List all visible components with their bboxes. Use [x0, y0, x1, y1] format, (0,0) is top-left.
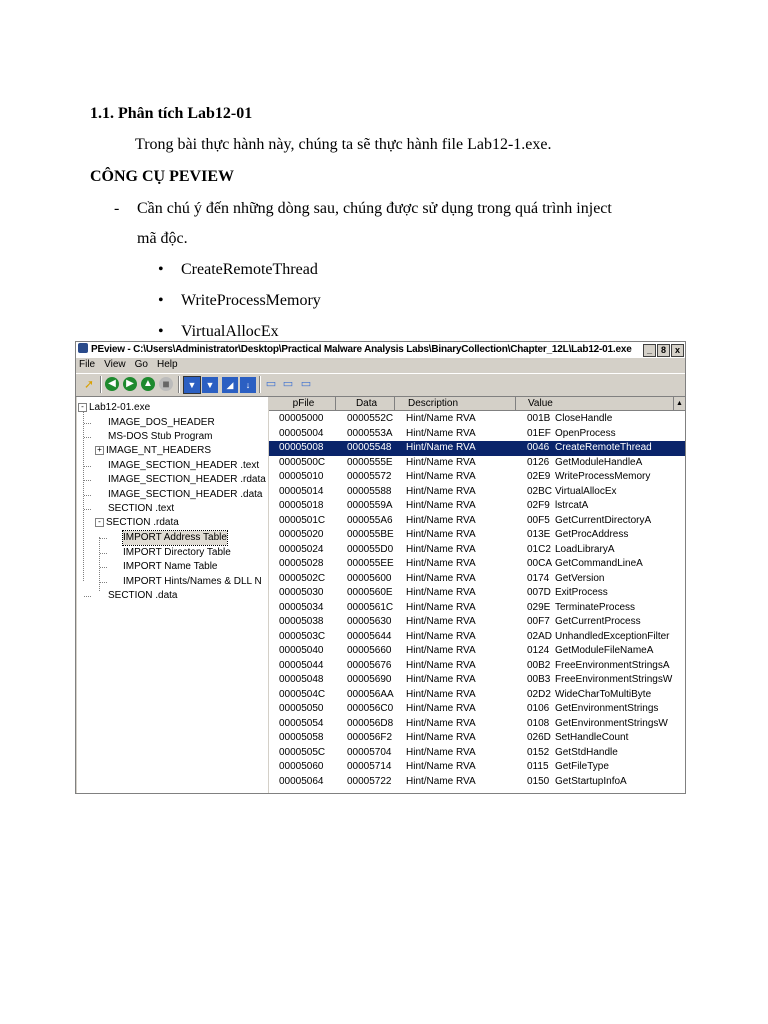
cell-value-hint: 02D2: [527, 688, 551, 700]
cell-value-hint: 02E9: [527, 471, 551, 482]
table-row[interactable]: [269, 702, 685, 717]
table-row[interactable]: [269, 760, 685, 775]
cell-value-name: LoadLibraryA: [555, 543, 615, 555]
cell-data: 000056D8: [347, 717, 394, 729]
cell-value-name: CloseHandle: [555, 413, 613, 424]
cell-value-name: ExitProcess: [555, 587, 608, 598]
table-row[interactable]: [269, 470, 685, 485]
cell-pfile: 00005000: [279, 413, 324, 424]
dash-marker: -: [114, 200, 120, 217]
cell-description: Hint/Name RVA: [406, 688, 476, 700]
tree-line: [100, 582, 107, 583]
table-row[interactable]: [269, 485, 685, 500]
cell-value-name: lstrcatA: [555, 500, 589, 511]
table-row[interactable]: [269, 746, 685, 761]
cell-pfile: 00005040: [279, 645, 324, 656]
tree-item-label: IMAGE_NT_HEADERS: [106, 445, 212, 456]
cell-value-hint: 0174: [527, 572, 550, 584]
cell-data: 0000561C: [347, 601, 394, 613]
restore-button[interactable]: 8: [657, 344, 670, 357]
cell-value-hint: 0108: [527, 717, 550, 729]
tree-item-dos-header[interactable]: IMAGE_DOS_HEADER: [108, 417, 215, 428]
cell-pfile: 00005004: [279, 427, 324, 439]
cell-description: Hint/Name RVA: [406, 674, 476, 685]
tree-item-section-header-rdata[interactable]: IMAGE_SECTION_HEADER .rdata: [108, 474, 266, 485]
cell-value-hint: 026D: [527, 732, 551, 743]
cell-description: Hint/Name RVA: [406, 775, 476, 787]
tree-item-label: Lab12-01.exe: [89, 402, 151, 413]
tree-line: [84, 480, 91, 481]
tree-line: [84, 509, 91, 510]
expand-toggle-icon[interactable]: +: [95, 446, 104, 455]
cell-value-name: FreeEnvironmentStringsA: [555, 659, 670, 671]
cell-description: Hint/Name RVA: [406, 485, 476, 497]
tree-item-section-rdata[interactable]: [95, 516, 179, 530]
view-word-icon[interactable]: ▼: [202, 377, 218, 393]
tree-line: [84, 423, 91, 424]
cell-value-hint: 0152: [527, 746, 550, 758]
cell-pfile: 00005020: [279, 529, 324, 540]
tree-line: [100, 553, 107, 554]
cell-pfile: 00005064: [279, 775, 324, 787]
cell-description: Hint/Name RVA: [406, 427, 476, 439]
tree-item-nt-headers[interactable]: [95, 444, 211, 458]
tree-line: [84, 466, 91, 467]
table-row[interactable]: [269, 572, 685, 587]
cell-value-name: GetCommandLineA: [555, 558, 643, 569]
cell-pfile: 00005030: [279, 587, 324, 598]
cell-value-name: GetCurrentDirectoryA: [555, 514, 652, 526]
cell-data: 00005676: [347, 659, 392, 671]
cell-data: 0000560E: [347, 587, 393, 598]
menu-help[interactable]: Help: [156, 359, 178, 370]
table-row[interactable]: [269, 673, 685, 688]
cell-value-name: VirtualAllocEx: [555, 485, 617, 497]
cell-description: Hint/Name RVA: [406, 514, 476, 526]
cell-pfile: 00005060: [279, 761, 324, 772]
menu-go[interactable]: Go: [134, 359, 148, 370]
cell-data: 00005690: [347, 674, 392, 685]
tree-item-section-data[interactable]: SECTION .data: [108, 590, 178, 601]
cell-description: Hint/Name RVA: [406, 500, 476, 511]
cell-value-hint: 02BC: [527, 485, 553, 497]
cell-data: 00005644: [347, 630, 392, 642]
tree-item-section-header-data[interactable]: IMAGE_SECTION_HEADER .data: [108, 489, 263, 500]
cell-value-hint: 001B: [527, 413, 551, 424]
column-header-pfile[interactable]: pFile: [269, 397, 336, 410]
window-controls: [643, 344, 684, 357]
cell-data: 0000555E: [347, 456, 393, 468]
cell-description: Hint/Name RVA: [406, 732, 476, 743]
cell-data: 00005722: [347, 775, 392, 787]
forward-icon[interactable]: ▶: [123, 377, 137, 391]
cell-value-name: GetCurrentProcess: [555, 616, 641, 627]
cell-description: Hint/Name RVA: [406, 746, 476, 758]
table-row[interactable]: [269, 601, 685, 616]
cell-data: 000055EE: [347, 558, 394, 569]
peview-app-icon: [78, 343, 88, 353]
peview-window: [75, 341, 686, 794]
cell-pfile: 00005008: [279, 442, 324, 453]
cell-description: Hint/Name RVA: [406, 456, 476, 468]
tree-line: [84, 596, 91, 597]
toolbar: [76, 373, 685, 397]
toolbar-separator: [100, 376, 102, 393]
tree-line: [100, 567, 107, 568]
cell-description: Hint/Name RVA: [406, 413, 476, 424]
cell-pfile: 00005034: [279, 601, 324, 613]
cell-pfile: 00005028: [279, 558, 324, 569]
cell-data: 00005704: [347, 746, 392, 758]
cell-description: Hint/Name RVA: [406, 616, 476, 627]
cell-value-hint: 0106: [527, 703, 550, 714]
cell-data: 000055BE: [347, 529, 394, 540]
bullet-dot: •: [158, 323, 164, 340]
cell-pfile: 00005054: [279, 717, 324, 729]
cell-value-hint: 00F7: [527, 616, 550, 627]
bullet-dot: •: [158, 292, 164, 309]
table-row[interactable]: [269, 644, 685, 659]
cell-value-name: OpenProcess: [555, 427, 616, 439]
cell-value-hint: 00B2: [527, 659, 551, 671]
cell-value-name: GetVersion: [555, 572, 605, 584]
cell-value-hint: 0124: [527, 645, 550, 656]
tree-item-import-directory-table[interactable]: IMPORT Directory Table: [123, 547, 231, 558]
cell-value-name: GetEnvironmentStrings: [555, 703, 659, 714]
cell-data: 000056C0: [347, 703, 394, 714]
up-icon[interactable]: ▲: [141, 377, 155, 391]
table-row[interactable]: [269, 412, 685, 427]
view-byte-icon[interactable]: ▼: [184, 377, 200, 393]
cell-pfile: 00005044: [279, 659, 324, 671]
cell-pfile: 0000502C: [279, 572, 326, 584]
cell-data: 000055A6: [347, 514, 393, 526]
tree-item-label: SECTION .rdata: [106, 517, 179, 528]
open-icon[interactable]: ➚: [83, 377, 95, 391]
bullet-text: WriteProcessMemory: [181, 292, 321, 309]
table-row[interactable]: [269, 717, 685, 732]
cell-value-hint: 00F5: [527, 514, 550, 526]
cell-value-hint: 01C2: [527, 543, 551, 555]
tree-root[interactable]: [78, 401, 150, 415]
cell-value-name: FreeEnvironmentStringsW: [555, 674, 673, 685]
table-row[interactable]: [269, 659, 685, 674]
table-row[interactable]: [269, 514, 685, 529]
structure-tree: [77, 397, 268, 794]
cell-value-hint: 0115: [527, 761, 549, 772]
data-table: [269, 397, 685, 794]
table-row[interactable]: [269, 630, 685, 645]
cell-data: 00005588: [347, 485, 392, 497]
cell-description: Hint/Name RVA: [406, 529, 476, 540]
menu-file[interactable]: File: [79, 359, 96, 370]
title-bar[interactable]: [76, 342, 685, 358]
cell-description: Hint/Name RVA: [406, 471, 476, 482]
cell-data: 000055D0: [347, 543, 394, 555]
cell-data: 00005600: [347, 572, 392, 584]
note-line-1: Cần chú ý đến những dòng sau, chúng được sử dụng trong quá trình inject: [137, 200, 612, 217]
tree-item-dos-stub[interactable]: MS-DOS Stub Program: [108, 431, 213, 442]
cell-value-name: TerminateProcess: [555, 601, 636, 613]
cell-description: Hint/Name RVA: [406, 761, 476, 772]
view-dword-icon[interactable]: ◢: [222, 377, 238, 393]
table-row[interactable]: [269, 427, 685, 442]
cell-value-name: GetModuleFileNameA: [555, 645, 654, 656]
cell-description: Hint/Name RVA: [406, 442, 476, 453]
tree-item-section-header-text[interactable]: IMAGE_SECTION_HEADER .text: [108, 460, 260, 471]
cell-data: 00005660: [347, 645, 392, 656]
cell-value-hint: 0046: [527, 442, 550, 453]
cell-value-hint: 02AD: [527, 630, 553, 642]
cell-description: Hint/Name RVA: [406, 572, 476, 584]
bullet-text: VirtualAllocEx: [181, 323, 279, 340]
cell-description: Hint/Name RVA: [406, 543, 476, 555]
cell-value-name: WriteProcessMemory: [555, 471, 651, 482]
table-row[interactable]: [269, 688, 685, 703]
cell-pfile: 0000505C: [279, 746, 326, 758]
table-header: [269, 397, 685, 411]
view-down-icon[interactable]: ↓: [240, 377, 256, 393]
cell-value-hint: 02F9: [527, 500, 550, 511]
table-row[interactable]: [269, 615, 685, 630]
cell-description: Hint/Name RVA: [406, 703, 476, 714]
cell-pfile: 00005014: [279, 485, 324, 497]
cell-value-hint: 0126: [527, 456, 550, 468]
cell-value-name: SetHandleCount: [555, 732, 629, 743]
tree-item-import-address-table[interactable]: IMPORT Address Table: [123, 532, 227, 543]
cell-data: 000056AA: [347, 688, 394, 700]
table-row[interactable]: [269, 456, 685, 471]
cell-value-name: CreateRemoteThread: [555, 442, 652, 453]
menu-view[interactable]: View: [104, 359, 126, 370]
cell-pfile: 00005018: [279, 500, 324, 511]
cell-pfile: 00005024: [279, 543, 324, 555]
tree-line: [84, 437, 91, 438]
tree-item-import-hints-names[interactable]: IMPORT Hints/Names & DLL N: [123, 576, 262, 587]
cell-value-name: WideCharToMultiByte: [555, 688, 652, 700]
cell-data: 0000552C: [347, 413, 394, 424]
cell-value-hint: 029E: [527, 601, 551, 613]
cell-description: Hint/Name RVA: [406, 601, 476, 613]
column-header-data[interactable]: Data: [336, 397, 395, 410]
collapse-toggle-icon[interactable]: -: [78, 403, 87, 412]
column-header-value[interactable]: Value: [516, 397, 674, 410]
stop-icon[interactable]: ■: [159, 377, 173, 391]
cell-description: Hint/Name RVA: [406, 558, 476, 569]
minimize-button[interactable]: _: [643, 344, 656, 357]
cell-value-name: GetFileType: [555, 761, 609, 772]
tree-item-import-name-table[interactable]: IMPORT Name Table: [123, 561, 218, 572]
tree-item-section-text[interactable]: SECTION .text: [108, 503, 175, 514]
cell-data: 00005630: [347, 616, 392, 627]
bullet-dot: •: [158, 261, 164, 278]
cell-data: 00005572: [347, 471, 392, 482]
cell-value-hint: 01EF: [527, 427, 551, 439]
cell-pfile: 00005038: [279, 616, 324, 627]
table-row[interactable]: [269, 586, 685, 601]
cell-data: 00005714: [347, 761, 392, 772]
view-grid-icon[interactable]: ▭: [300, 378, 312, 390]
cell-description: Hint/Name RVA: [406, 645, 476, 656]
table-row[interactable]: [269, 775, 685, 790]
intro-paragraph: Trong bài thực hành này, chúng ta sẽ thực hành file Lab12-1.exe.: [135, 136, 552, 153]
cell-pfile: 00005058: [279, 732, 324, 743]
cell-value-hint: 00CA: [527, 558, 553, 569]
cell-description: Hint/Name RVA: [406, 659, 476, 671]
table-row[interactable]: [269, 557, 685, 572]
back-icon[interactable]: ◀: [105, 377, 119, 391]
table-row[interactable]: [269, 499, 685, 514]
cell-pfile: 00005010: [279, 471, 324, 482]
cell-pfile: 0000504C: [279, 688, 326, 700]
cell-value-name: GetStdHandle: [555, 746, 618, 758]
toolbar-separator: [178, 376, 180, 393]
collapse-toggle-icon[interactable]: -: [95, 518, 104, 527]
cell-value-name: GetEnvironmentStringsW: [555, 717, 668, 729]
cell-value-hint: 0150: [527, 775, 550, 787]
close-button[interactable]: x: [671, 344, 684, 357]
cell-pfile: 00005048: [279, 674, 324, 685]
cell-data: 0000553A: [347, 427, 393, 439]
cell-value-hint: 007D: [527, 587, 551, 598]
menu-bar: [76, 358, 685, 372]
cell-pfile: 0000501C: [279, 514, 326, 526]
note-line-2: mã độc.: [137, 230, 188, 247]
table-row[interactable]: [269, 441, 685, 456]
toolbar-separator: [259, 376, 261, 393]
cell-value-name: GetProcAddress: [555, 529, 629, 540]
table-row[interactable]: [269, 543, 685, 558]
cell-value-name: GetStartupInfoA: [555, 775, 627, 787]
scroll-up-icon[interactable]: ▲: [674, 397, 685, 410]
view-list-icon[interactable]: ▭: [282, 378, 294, 390]
bullet-text: CreateRemoteThread: [181, 261, 318, 278]
cell-pfile: 0000503C: [279, 630, 326, 642]
cell-value-name: GetModuleHandleA: [555, 456, 643, 468]
cell-data: 000056F2: [347, 732, 393, 743]
table-row[interactable]: [269, 528, 685, 543]
cell-value-name: UnhandledExceptionFilter: [555, 630, 670, 642]
cell-data: 00005548: [347, 442, 392, 453]
cell-description: Hint/Name RVA: [406, 630, 476, 642]
tool-heading: CÔNG CỤ PEVIEW: [90, 168, 235, 185]
section-heading: 1.1. Phân tích Lab12-01: [90, 105, 253, 122]
cell-pfile: 0000500C: [279, 456, 326, 468]
tree-line: [84, 495, 91, 496]
cell-value-hint: 00B3: [527, 674, 551, 685]
view-address-icon[interactable]: ▭: [265, 378, 277, 390]
cell-description: Hint/Name RVA: [406, 587, 476, 598]
cell-data: 0000559A: [347, 500, 393, 511]
table-row[interactable]: [269, 731, 685, 746]
tree-line: [100, 538, 107, 539]
window-title: PEview - C:\Users\Administrator\Desktop\Practical Malware Analysis Labs\BinaryCollection\Chapter_12L\Lab12-01.exe: [91, 344, 632, 355]
cell-pfile: 00005050: [279, 703, 324, 714]
cell-description: Hint/Name RVA: [406, 717, 476, 729]
cell-value-hint: 013E: [527, 529, 551, 540]
column-header-description[interactable]: Description: [395, 397, 516, 410]
